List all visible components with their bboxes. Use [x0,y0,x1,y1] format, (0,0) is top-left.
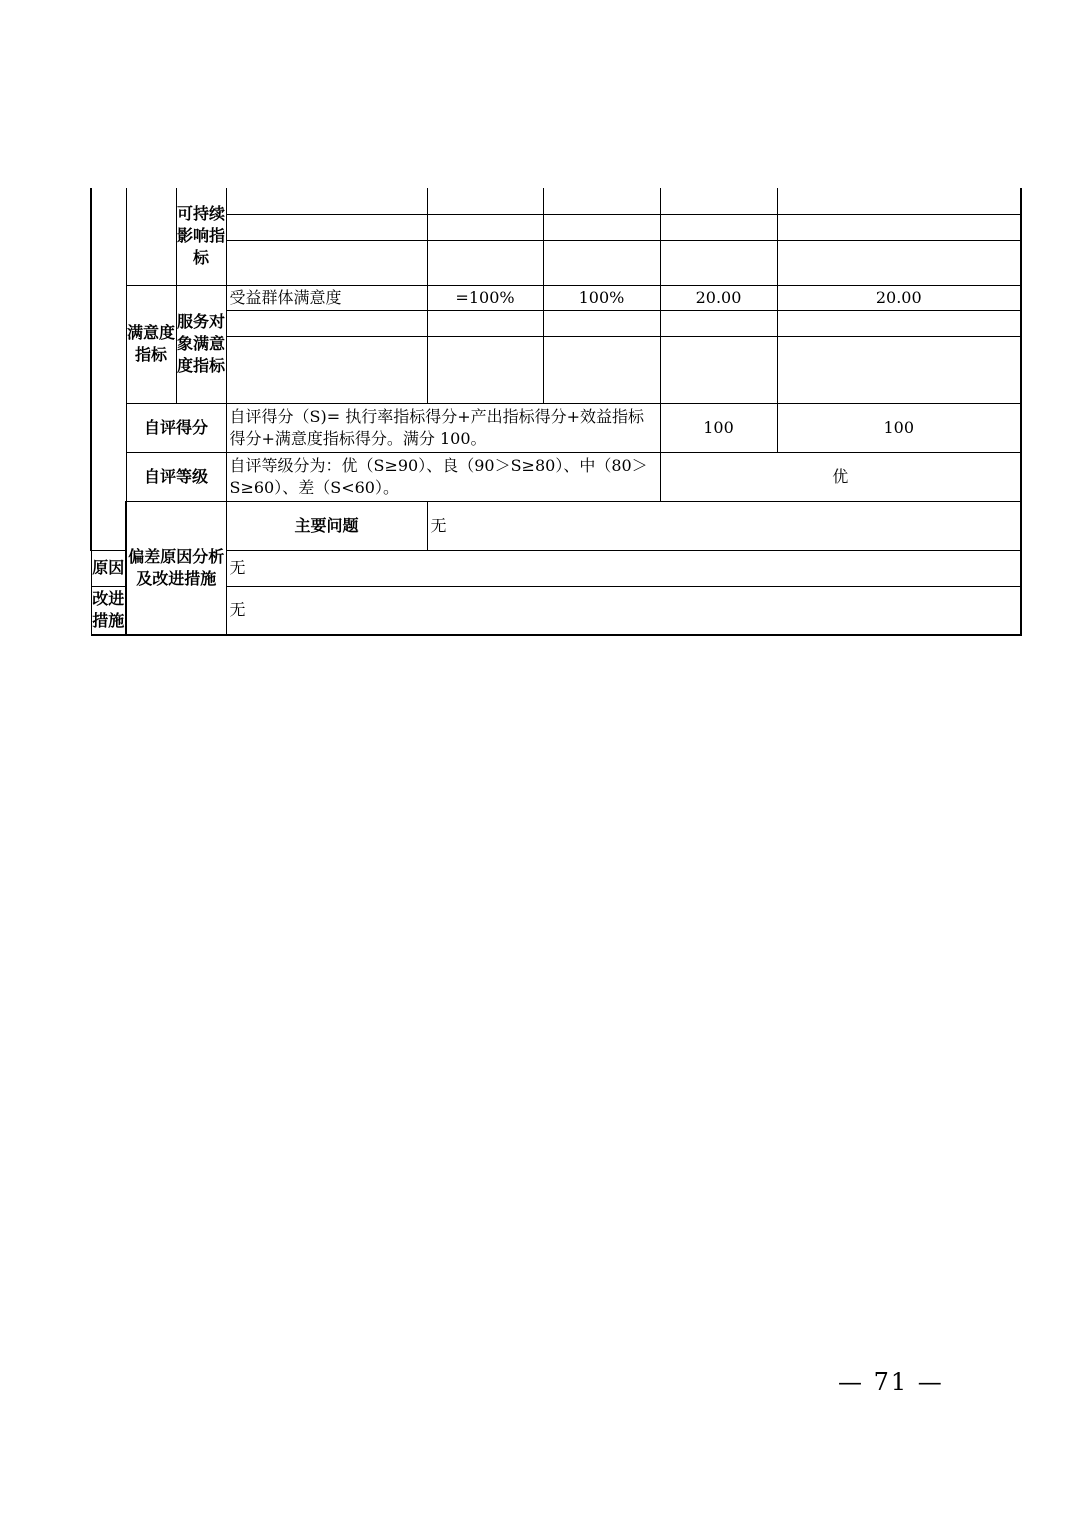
sustainable-indicator-cell [226,188,427,214]
satisfaction-actual-cell [543,336,660,403]
satisfaction-score-cell [777,310,1021,336]
deviation-label: 偏差原因分析及改进措施 [126,501,226,635]
evaluation-table [90,188,1022,636]
satisfaction-indicator-cell [226,336,427,403]
self-grade-label: 自评等级 [126,452,226,501]
sustainable-target-cell [427,214,543,240]
self-score-formula: 自评得分（S)= 执行率指标得分+产出指标得分+效益指标得分+满意度指标得分。满分 100。 [226,403,660,452]
sustainable-score-cell [777,214,1021,240]
effect-indicator-cell [126,188,176,285]
satisfaction-actual: 100% [543,285,660,310]
sustainable-weight-cell [660,188,777,214]
satisfaction-indicator-cell [226,310,427,336]
satisfaction-category-label: 满意度指标 [126,285,176,403]
performance-column-cell [91,188,126,550]
sustainable-indicator-cell [226,240,427,285]
self-grade-value: 优 [660,452,1021,501]
satisfaction-target: =100% [427,285,543,310]
self-score-total: 100 [777,403,1021,452]
satisfaction-weight-cell [660,310,777,336]
satisfaction-target-cell [427,310,543,336]
page-number: — 71 — [838,1368,944,1396]
improvement-label: 改进措施 [91,586,126,635]
satisfaction-score-cell [777,336,1021,403]
sustainable-score-cell [777,188,1021,214]
cause-value: 无 [226,550,1021,586]
main-issue-value: 无 [427,501,1021,550]
satisfaction-subcategory-label: 服务对象满意度指标 [176,285,226,403]
satisfaction-indicator: 受益群体满意度 [226,285,427,310]
sustainable-actual-cell [543,240,660,285]
sustainable-target-cell [427,240,543,285]
improvement-value: 无 [226,586,1021,635]
satisfaction-actual-cell [543,310,660,336]
sustainable-actual-cell [543,214,660,240]
self-score-label: 自评得分 [126,403,226,452]
sustainable-target-cell [427,188,543,214]
satisfaction-weight-cell [660,336,777,403]
self-grade-description: 自评等级分为：优（S≥90）、良（90＞S≥80）、中（80＞S≥60）、差（S<60）。 [226,452,660,501]
sustainable-weight-cell [660,240,777,285]
cause-label: 原因 [91,550,126,586]
sustainable-actual-cell [543,188,660,214]
main-issue-label: 主要问题 [226,501,427,550]
self-score-value: 100 [660,403,777,452]
sustainable-score-cell [777,240,1021,285]
sustainable-weight-cell [660,214,777,240]
sustainable-indicator-cell [226,214,427,240]
sustainable-impact-label: 可持续影响指标 [176,188,226,285]
satisfaction-target-cell [427,336,543,403]
satisfaction-weight: 20.00 [660,285,777,310]
satisfaction-score: 20.00 [777,285,1021,310]
